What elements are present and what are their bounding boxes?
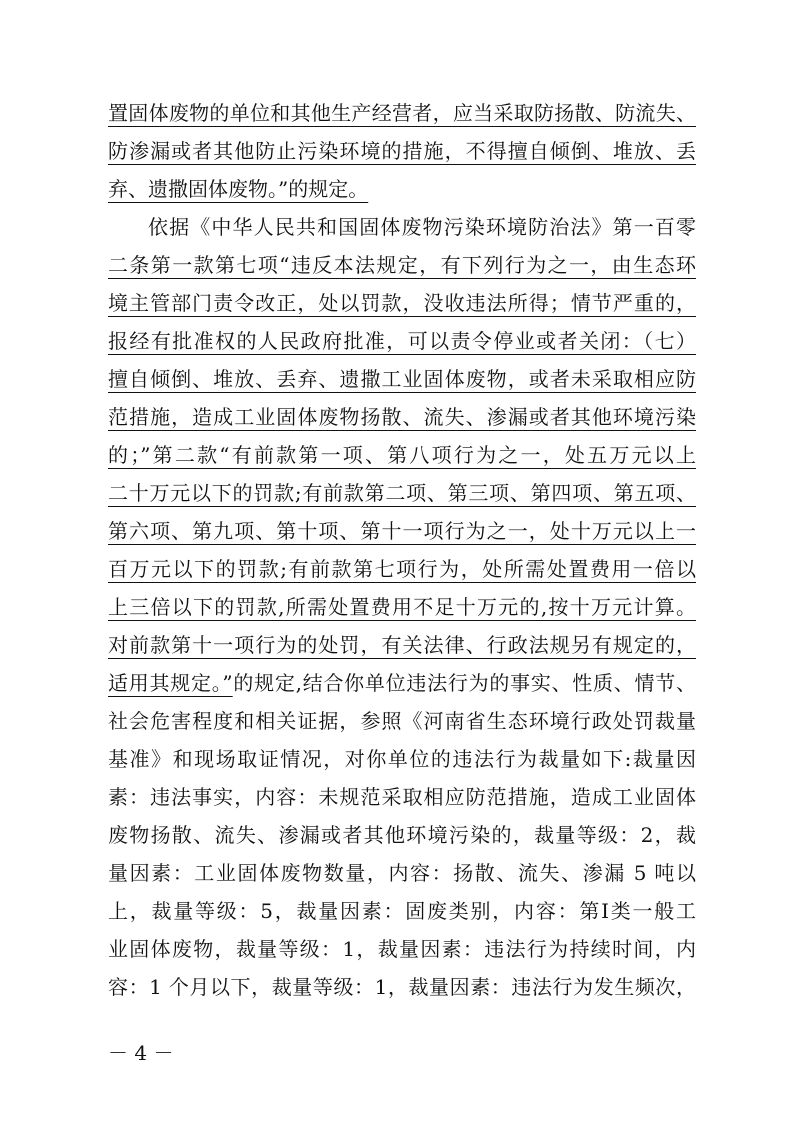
text-line bbox=[108, 170, 696, 208]
text-line bbox=[108, 398, 696, 436]
paragraph-text: 素：违法事实，内容：未规范采取相应防范措施，造成工业固体 bbox=[108, 785, 696, 809]
underlined-text: 报经有批准权的人民政府批准，可以责令停业或者关闭：（七） bbox=[108, 329, 696, 353]
text-line bbox=[108, 132, 696, 170]
paragraph-text: 容：1 个月以下，裁量等级：1，裁量因素：违法行为发生频次， bbox=[108, 975, 696, 999]
underlined-text: 二十万元以下的罚款;有前款第二项、第三项、第四项、第五项、 bbox=[108, 481, 696, 505]
paragraph-text: 基准》和现场取证情况，对你单位的违法行为裁量如下:裁量因 bbox=[108, 747, 696, 771]
text-line bbox=[108, 550, 696, 588]
text-line bbox=[108, 740, 696, 778]
text-line bbox=[108, 664, 696, 702]
text-line bbox=[108, 94, 696, 132]
text-line bbox=[108, 322, 696, 360]
underlined-text: 对前款第十一项行为的处罚，有关法律、行政法规另有规定的， bbox=[108, 633, 696, 657]
text-line bbox=[108, 360, 696, 398]
underlined-text: 第六项、第九项、第十项、第十一项行为之一，处十万元以上一 bbox=[108, 519, 696, 543]
paragraph-text: 业固体废物，裁量等级：1，裁量因素：违法行为持续时间，内 bbox=[108, 937, 696, 961]
paragraph-text: 社会危害程度和相关证据，参照《河南省生态环境行政处罚裁量 bbox=[108, 709, 696, 733]
underlined-text: 置固体废物的单位和其他生产经营者，应当采取防扬散、防流失、 bbox=[108, 101, 696, 125]
text-line bbox=[108, 968, 696, 1006]
text-line bbox=[108, 892, 696, 930]
paragraph-text: 上，裁量等级：5，裁量因素：固废类别，内容：第Ⅰ类一般工 bbox=[108, 899, 696, 923]
underlined-text: 上三倍以下的罚款,所需处置费用不足十万元的,按十万元计算。 bbox=[108, 595, 696, 619]
underlined-text: 弃、遗撒固体废物。”的规定。 bbox=[108, 177, 369, 201]
text-line bbox=[108, 816, 696, 854]
underlined-text: 擅自倾倒、堆放、丢弃、遗撒工业固体废物，或者未采取相应防 bbox=[108, 367, 696, 391]
text-line bbox=[108, 930, 696, 968]
text-line bbox=[108, 702, 696, 740]
paragraph-text: 的规定,结合你单位违法行为的事实、性质、情节、 bbox=[232, 671, 696, 695]
page-number: － 4 － bbox=[108, 1041, 174, 1065]
text-line bbox=[108, 474, 696, 512]
text-line bbox=[108, 436, 696, 474]
text-line bbox=[108, 626, 696, 664]
underlined-text: 范措施，造成工业固体废物扬散、流失、渗漏或者其他环境污染 bbox=[108, 405, 696, 429]
paragraph-text: 废物扬散、流失、渗漏或者其他环境污染的，裁量等级：2，裁 bbox=[108, 823, 696, 847]
underlined-text: 适用其规定。” bbox=[108, 671, 233, 695]
underlined-text: 境主管部门责令改正，处以罚款，没收违法所得；情节严重的， bbox=[108, 291, 696, 315]
text-line bbox=[108, 778, 696, 816]
paragraph-text: 依据《中华人民共和国固体废物污染环境防治法》第一百零 bbox=[148, 215, 696, 239]
text-line bbox=[108, 854, 696, 892]
text-line bbox=[108, 284, 696, 322]
underlined-text: 二条第一款第七项“违反本法规定，有下列行为之一，由生态环 bbox=[108, 253, 696, 277]
underlined-text: 百万元以下的罚款;有前款第七项行为，处所需处置费用一倍以 bbox=[108, 557, 696, 581]
paragraph-text: 量因素：工业固体废物数量，内容：扬散、流失、渗漏 5 吨以 bbox=[108, 861, 696, 885]
text-line bbox=[108, 208, 696, 246]
text-line bbox=[108, 588, 696, 626]
text-line bbox=[108, 246, 696, 284]
underlined-text: 的；”第二款“有前款第一项、第八项行为之一，处五万元以上 bbox=[108, 443, 696, 467]
text-line bbox=[108, 512, 696, 550]
body-text bbox=[108, 94, 696, 1006]
underlined-text: 防渗漏或者其他防止污染环境的措施，不得擅自倾倒、堆放、丢 bbox=[108, 139, 696, 163]
